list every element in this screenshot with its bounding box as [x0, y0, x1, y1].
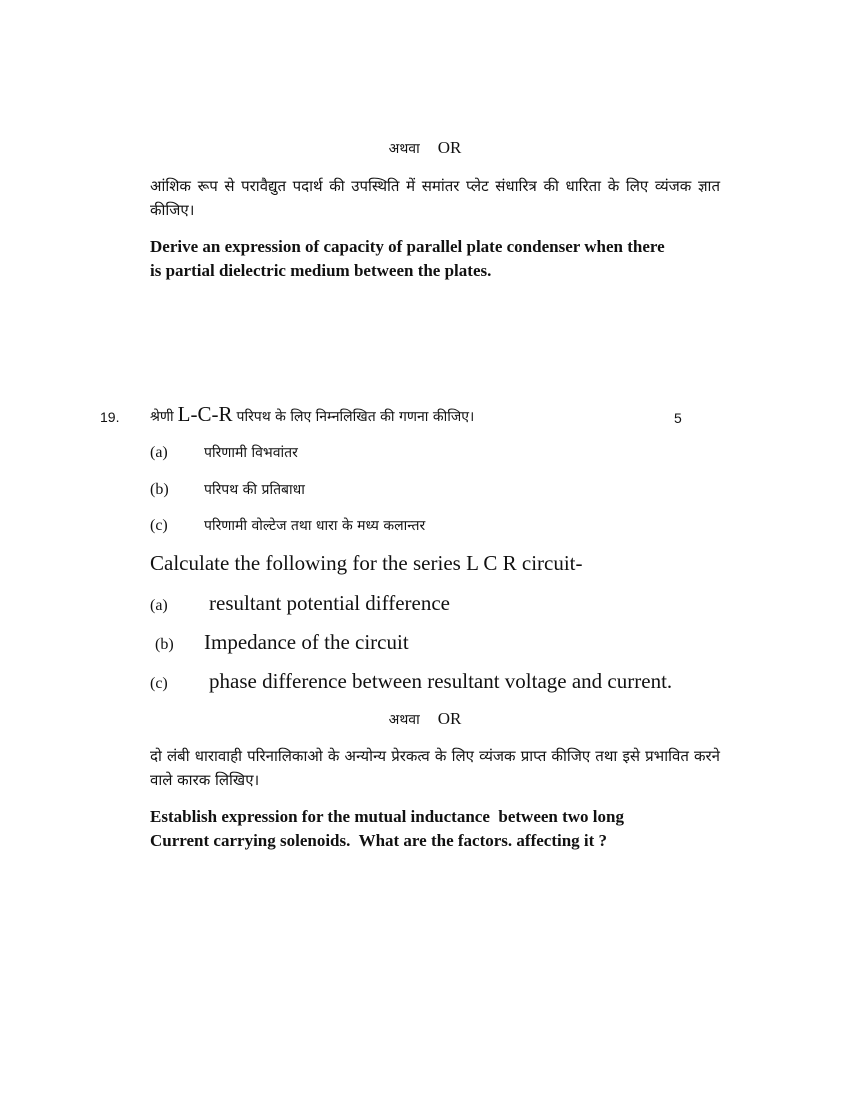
hindi-part-b [150, 480, 305, 499]
part-text: परिणामी विभवांतर [204, 445, 298, 461]
q19-hindi-suffix: परिपथ के लिए निम्नलिखित की गणना कीजिए। [236, 409, 475, 425]
question-number: 19. [100, 409, 120, 425]
q19-lcr-label: L-C-R [177, 402, 233, 426]
part-text: resultant potential difference [209, 591, 451, 615]
alt-question-19-english-line1: Establish expression for the mutual inductance between two long [150, 807, 624, 826]
or-hindi-label: अथवा [388, 141, 420, 157]
or-separator-top [0, 138, 850, 158]
part-text: phase difference between resultant voltage and current. [209, 669, 673, 693]
part-label: (c) [150, 517, 168, 534]
question-marks: 5 [674, 410, 682, 426]
alt-question-19-hindi: दो लंबी धारावाही परिनालिकाओ के अन्योन्य प्रेरकत्व के लिए व्यंजक प्राप्त कीजिए तथा इसे प्रभावित करने वाले कारक लिखिए। [150, 747, 720, 789]
alt-question-english-line2: is partial dielectric medium between the plates. [150, 261, 492, 280]
part-label: (a) [150, 597, 168, 614]
alt-question-hindi: आंशिक रूप से परावैद्युत पदार्थ की उपस्थिति में समांतर प्लेट संधारित्र की धारिता के लिए व्यंजक ज्ञात कीजिए। [150, 177, 720, 219]
or-separator-bottom [0, 709, 850, 729]
part-label: (c) [150, 675, 168, 692]
alt-question-english [150, 235, 750, 283]
question-19-english-intro: Calculate the following for the series L C R circuit- [150, 551, 583, 575]
part-text: Impedance of the circuit [204, 630, 409, 654]
question-19-hindi-header [150, 402, 474, 427]
english-part-b [155, 630, 409, 655]
alt-question-19-english [150, 805, 750, 853]
part-label: (b) [155, 636, 174, 653]
or-hindi-label: अथवा [388, 712, 420, 728]
or-english-label: OR [437, 138, 462, 157]
english-part-c [150, 669, 672, 694]
part-label: (b) [150, 481, 169, 498]
hindi-part-c [150, 516, 425, 535]
hindi-part-a [150, 443, 298, 462]
q19-hindi-prefix: श्रेणी [150, 409, 174, 425]
alt-question-english-line1: Derive an expression of capacity of parallel plate condenser when there [150, 237, 665, 256]
or-english-label: OR [437, 709, 462, 728]
part-label: (a) [150, 444, 168, 461]
alt-question-19-english-line2: Current carrying solenoids. What are the factors. affecting it ? [150, 831, 608, 850]
english-part-a [150, 591, 450, 616]
part-text: परिपथ की प्रतिबाधा [204, 482, 305, 498]
part-text: परिणामी वोल्टेज तथा धारा के मध्य कलान्तर [204, 518, 426, 534]
